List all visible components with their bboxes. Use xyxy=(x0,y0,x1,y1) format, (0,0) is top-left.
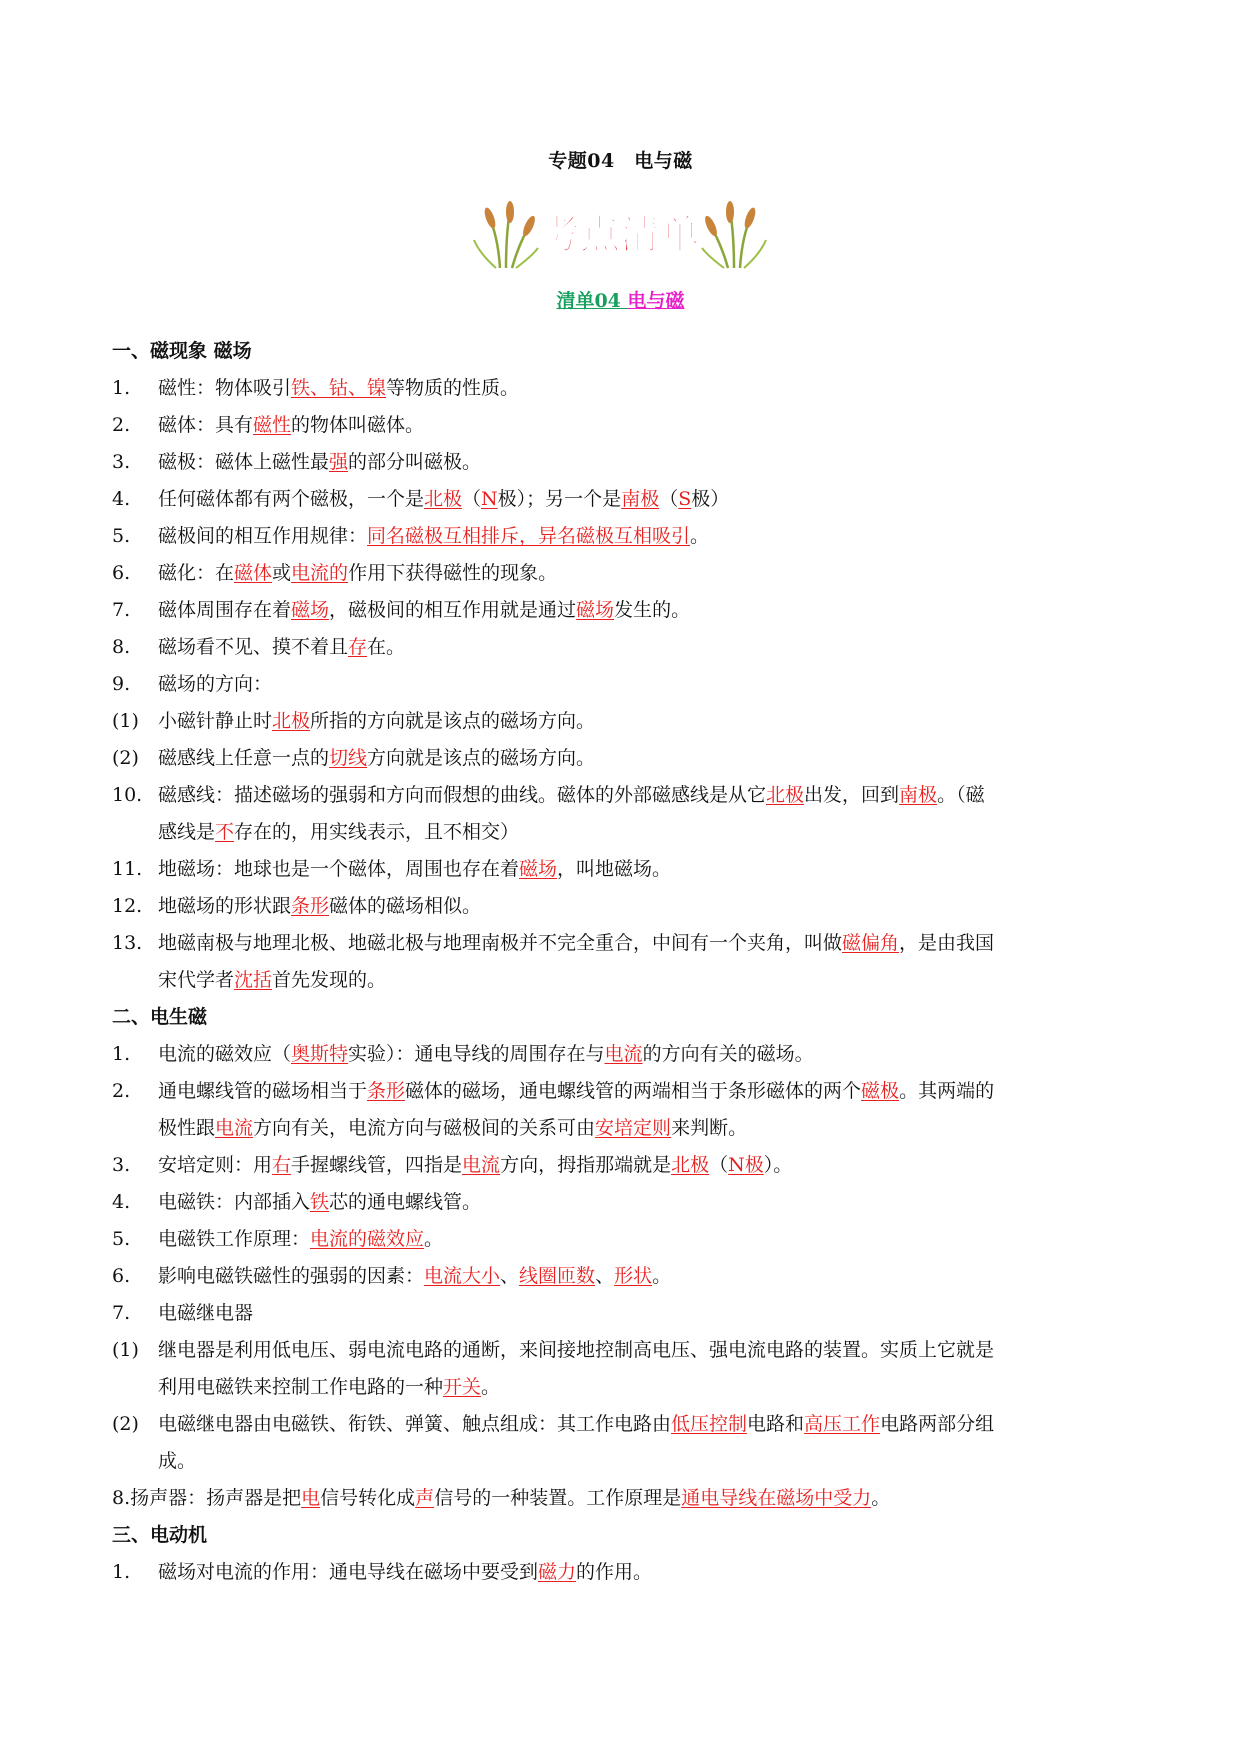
answer-keyword: N xyxy=(481,488,498,510)
text-segment: 成。 xyxy=(158,1450,197,1472)
text-segment: 利用电磁铁来控制工作电路的一种 xyxy=(158,1376,444,1398)
item-number: 3. xyxy=(112,451,131,473)
answer-keyword: 存 xyxy=(348,636,368,658)
reed-left-icon xyxy=(474,201,538,268)
text-segment: 极性跟 xyxy=(158,1117,216,1139)
list-item xyxy=(112,777,1132,814)
answer-keyword: 条形 xyxy=(291,895,330,917)
text-segment: 。 xyxy=(652,1265,672,1287)
item-number: 3. xyxy=(112,1154,131,1176)
text-segment: （ xyxy=(462,488,482,510)
item-number: 13. xyxy=(112,932,143,954)
section-heading: 一、磁现象 磁场 xyxy=(112,340,252,362)
answer-keyword: 电流 xyxy=(604,1043,643,1065)
text-segment: 实验）：通电导线的周围存在与 xyxy=(348,1043,605,1065)
answer-keyword: 条形 xyxy=(367,1080,406,1102)
item-number: 7. xyxy=(112,599,131,621)
text-segment: 。 xyxy=(690,525,710,547)
text-segment: 。其两端的 xyxy=(899,1080,995,1102)
list-item xyxy=(112,629,1132,666)
answer-keyword: 磁场 xyxy=(576,599,615,621)
notes-content xyxy=(112,333,1132,1591)
text-segment: 安培定则：用 xyxy=(158,1154,273,1176)
answer-keyword: 奥斯特 xyxy=(291,1043,349,1065)
answer-keyword: 电流 xyxy=(215,1117,254,1139)
text-segment: 任何磁体都有两个磁极，一个是 xyxy=(158,488,425,510)
text-segment: 磁化：在 xyxy=(158,562,235,584)
answer-keyword: 通电导线在磁场中受力 xyxy=(681,1487,872,1509)
item-text xyxy=(158,1258,671,1295)
item-text xyxy=(158,1443,196,1480)
list-item xyxy=(112,592,1132,629)
answer-keyword: 形状 xyxy=(614,1265,653,1287)
item-number: (1) xyxy=(112,710,139,732)
item-text xyxy=(158,1036,814,1073)
item-text xyxy=(158,407,424,444)
item-text xyxy=(158,1295,253,1332)
list-item xyxy=(112,1184,1132,1221)
list-item xyxy=(112,481,1132,518)
text-segment: 方向就是该点的磁场方向。 xyxy=(367,747,596,769)
item-number: (1) xyxy=(112,1339,139,1361)
item-number: 7. xyxy=(112,1302,131,1324)
text-segment: （ xyxy=(659,488,679,510)
list-item xyxy=(112,1443,1132,1480)
text-segment: 所指的方向就是该点的磁场方向。 xyxy=(310,710,596,732)
list-item xyxy=(112,851,1132,888)
answer-keyword: 磁力 xyxy=(538,1561,577,1583)
item-text xyxy=(158,1073,994,1110)
item-number: 5. xyxy=(112,525,131,547)
reed-right-icon xyxy=(702,201,766,268)
item-number: 4. xyxy=(112,488,131,510)
item-number: 11. xyxy=(112,858,143,880)
text-segment: 磁场看不见、摸不着且 xyxy=(158,636,349,658)
list-item xyxy=(112,925,1132,962)
list-item xyxy=(112,1258,1132,1295)
list-item xyxy=(112,962,1132,999)
item-number: 1. xyxy=(112,1043,131,1065)
list-item xyxy=(112,666,1132,703)
list-item xyxy=(112,1036,1132,1073)
page-title: 专题04 电与磁 xyxy=(548,150,693,172)
text-segment: 发生的。 xyxy=(614,599,691,621)
item-text xyxy=(158,925,994,962)
item-number: 2. xyxy=(112,1080,131,1102)
answer-keyword: 磁极 xyxy=(861,1080,900,1102)
text-segment: 8.扬声器：扬声器是把 xyxy=(112,1487,302,1509)
answer-keyword: 南极 xyxy=(899,784,938,806)
text-segment: 。（磁 xyxy=(937,784,985,806)
item-text xyxy=(158,1406,994,1443)
answer-keyword: 北极 xyxy=(671,1154,710,1176)
text-segment: 磁体周围存在着 xyxy=(158,599,292,621)
text-segment: 磁体：具有 xyxy=(158,414,254,436)
answer-keyword: 线圈匝数 xyxy=(519,1265,596,1287)
text-segment: 电磁铁工作原理： xyxy=(158,1228,311,1250)
list-item xyxy=(112,888,1132,925)
answer-keyword: 强 xyxy=(329,451,349,473)
text-segment: 作用下获得磁性的现象。 xyxy=(348,562,558,584)
text-segment: 影响电磁铁磁性的强弱的因素： xyxy=(158,1265,425,1287)
answer-keyword: 不 xyxy=(215,821,235,843)
item-number: 8. xyxy=(112,636,131,658)
text-segment: 的部分叫磁极。 xyxy=(348,451,482,473)
answer-keyword: 北极 xyxy=(272,710,311,732)
answer-keyword: N极 xyxy=(728,1154,764,1176)
list-item xyxy=(112,814,1132,851)
answer-keyword: 右 xyxy=(272,1154,292,1176)
answer-keyword: 电流的 xyxy=(291,562,349,584)
text-segment: 通电螺线管的磁场相当于 xyxy=(158,1080,368,1102)
text-segment: 磁场对电流的作用：通电导线在磁场中要受到 xyxy=(158,1561,539,1583)
item-text xyxy=(158,481,729,518)
item-text xyxy=(158,962,386,999)
answer-keyword: 磁场 xyxy=(519,858,558,880)
text-segment: 电流的磁效应（ xyxy=(158,1043,292,1065)
text-segment: 信号的一种装置。工作原理是 xyxy=(434,1487,682,1509)
text-segment: 或 xyxy=(272,562,292,584)
text-segment: 。 xyxy=(424,1228,444,1250)
text-segment: （ xyxy=(709,1154,729,1176)
item-text xyxy=(158,777,985,814)
text-segment: 磁极间的相互作用规律： xyxy=(158,525,368,547)
text-segment: 极）；另一个是 xyxy=(497,488,622,510)
answer-keyword: 电流 xyxy=(462,1154,501,1176)
item-number: (2) xyxy=(112,747,139,769)
item-number: 2. xyxy=(112,414,131,436)
item-text xyxy=(158,888,481,925)
item-text xyxy=(158,629,405,666)
text-segment: 磁场的方向： xyxy=(158,673,273,695)
list-item xyxy=(112,1406,1132,1443)
text-segment: 首先发现的。 xyxy=(272,969,387,991)
item-text xyxy=(158,740,595,777)
text-segment: 磁体的磁场，通电螺线管的两端相当于条形磁体的两个 xyxy=(405,1080,862,1102)
text-segment: 芯的通电螺线管。 xyxy=(329,1191,482,1213)
text-segment: 地磁南极与地理北极、地磁北极与地理南极并不完全重合，中间有一个夹角，叫做 xyxy=(158,932,843,954)
answer-keyword: 切线 xyxy=(329,747,368,769)
list-item xyxy=(112,407,1132,444)
item-text xyxy=(158,1110,747,1147)
answer-keyword: 北极 xyxy=(766,784,805,806)
text-segment: ，是由我国 xyxy=(899,932,995,954)
text-segment: 电磁铁：内部插入 xyxy=(158,1191,311,1213)
answer-keyword: 铁 xyxy=(310,1191,330,1213)
answer-keyword: 南极 xyxy=(621,488,660,510)
banner-text: 考点清单 xyxy=(540,212,700,258)
text-segment: 。 xyxy=(481,1376,501,1398)
text-segment: 、 xyxy=(595,1265,615,1287)
answer-keyword: S xyxy=(678,488,692,510)
item-number: 6. xyxy=(112,562,131,584)
text-segment: 等物质的性质。 xyxy=(386,377,520,399)
item-number: 12. xyxy=(112,895,143,917)
item-text xyxy=(158,703,595,740)
text-segment: 出发，回到 xyxy=(804,784,900,806)
text-segment: 磁极：磁体上磁性最 xyxy=(158,451,330,473)
item-text xyxy=(158,518,709,555)
text-segment: 存在的，用实线表示，且不相交） xyxy=(234,821,520,843)
text-segment: 的方向有关的磁场。 xyxy=(642,1043,814,1065)
item-text xyxy=(158,1147,792,1184)
text-segment: ）。 xyxy=(763,1154,793,1176)
text-segment: 。 xyxy=(871,1487,891,1509)
answer-keyword: 开关 xyxy=(443,1376,482,1398)
text-segment: ，磁极间的相互作用就是通过 xyxy=(329,599,577,621)
item-text xyxy=(112,1480,890,1517)
text-segment: 电路和 xyxy=(747,1413,805,1435)
text-segment: 来判断。 xyxy=(671,1117,748,1139)
list-item xyxy=(112,703,1132,740)
answer-keyword: 电流大小 xyxy=(424,1265,501,1287)
text-segment: 磁性：物体吸引 xyxy=(158,377,292,399)
answer-keyword: 声 xyxy=(415,1487,435,1509)
answer-keyword: 电 xyxy=(301,1487,321,1509)
item-text xyxy=(158,1554,652,1591)
list-item xyxy=(112,444,1132,481)
list-item xyxy=(112,1147,1132,1184)
kaodian-qingdan-banner xyxy=(470,196,770,270)
list-item xyxy=(112,370,1132,407)
answer-keyword: 沈括 xyxy=(234,969,273,991)
answer-keyword: 安培定则 xyxy=(595,1117,672,1139)
item-number: 1. xyxy=(112,1561,131,1583)
section-heading: 三、电动机 xyxy=(112,1524,208,1546)
answer-keyword: 高压工作 xyxy=(804,1413,881,1435)
item-text xyxy=(158,444,481,481)
text-segment: 电磁继电器 xyxy=(158,1302,254,1324)
text-segment: 在。 xyxy=(367,636,406,658)
answer-keyword: 电流的磁效应 xyxy=(310,1228,425,1250)
item-text xyxy=(158,1332,994,1369)
text-segment: 继电器是利用低电压、弱电流电路的通断，来间接地控制高电压、强电流电路的装置。实质上它就是 xyxy=(158,1339,995,1361)
item-text xyxy=(158,814,519,851)
text-segment: 磁感线：描述磁场的强弱和方向而假想的曲线。磁体的外部磁感线是从它 xyxy=(158,784,767,806)
answer-keyword: 低压控制 xyxy=(671,1413,748,1435)
text-segment: 地磁场：地球也是一个磁体，周围也存在着 xyxy=(158,858,520,880)
item-text xyxy=(158,555,557,592)
answer-keyword: 磁性 xyxy=(253,414,292,436)
answer-keyword: 铁、钴、镍 xyxy=(291,377,387,399)
text-segment: 信号转化成 xyxy=(320,1487,416,1509)
section-heading: 二、电生磁 xyxy=(112,1006,208,1028)
text-segment: 极） xyxy=(691,488,730,510)
list-item xyxy=(112,1073,1132,1110)
answer-keyword: 磁场 xyxy=(291,599,330,621)
text-segment: 宋代学者 xyxy=(158,969,235,991)
item-number: 6. xyxy=(112,1265,131,1287)
text-segment: 的物体叫磁体。 xyxy=(291,414,425,436)
answer-keyword: 磁偏角 xyxy=(842,932,900,954)
item-number: 5. xyxy=(112,1228,131,1250)
item-text xyxy=(158,666,272,703)
item-text xyxy=(158,1369,500,1406)
list-item xyxy=(112,1480,1132,1517)
text-segment: 感线是 xyxy=(158,821,216,843)
item-number: 1. xyxy=(112,377,131,399)
item-text xyxy=(158,592,690,629)
text-segment: 小磁针静止时 xyxy=(158,710,273,732)
item-number: 4. xyxy=(112,1191,131,1213)
answer-keyword: 北极 xyxy=(424,488,463,510)
list-item xyxy=(112,555,1132,592)
answer-keyword: 磁体 xyxy=(234,562,273,584)
subtitle-magenta: 电与磁 xyxy=(627,290,685,312)
text-segment: 地磁场的形状跟 xyxy=(158,895,292,917)
item-text xyxy=(158,1184,481,1221)
list-item xyxy=(112,518,1132,555)
text-segment: 磁感线上任意一点的 xyxy=(158,747,330,769)
text-segment: 方向有关，电流方向与磁极间的关系可由 xyxy=(253,1117,596,1139)
list-item xyxy=(112,1332,1132,1369)
text-segment: 的作用。 xyxy=(576,1561,653,1583)
item-text xyxy=(158,1221,443,1258)
text-segment: 电路两部分组 xyxy=(880,1413,995,1435)
item-number: 10. xyxy=(112,784,143,806)
text-segment: ，叫地磁场。 xyxy=(557,858,672,880)
text-segment: 、 xyxy=(500,1265,520,1287)
list-item xyxy=(112,1554,1132,1591)
text-segment: 方向，拇指那端就是 xyxy=(500,1154,672,1176)
item-text xyxy=(158,370,519,407)
answer-keyword: 同名磁极互相排斥，异名磁极互相吸引 xyxy=(367,525,691,547)
text-segment: 手握螺线管，四指是 xyxy=(291,1154,463,1176)
list-item xyxy=(112,1369,1132,1406)
subtitle-green: 清单04 xyxy=(556,290,628,312)
list-item xyxy=(112,740,1132,777)
list-item xyxy=(112,1295,1132,1332)
text-segment: 磁体的磁场相似。 xyxy=(329,895,482,917)
item-number: 9. xyxy=(112,673,131,695)
section-subtitle xyxy=(0,286,1241,313)
list-item xyxy=(112,1221,1132,1258)
item-number: (2) xyxy=(112,1413,139,1435)
text-segment: 电磁继电器由电磁铁、衔铁、弹簧、触点组成：其工作电路由 xyxy=(158,1413,672,1435)
list-item xyxy=(112,1110,1132,1147)
item-text xyxy=(158,851,671,888)
